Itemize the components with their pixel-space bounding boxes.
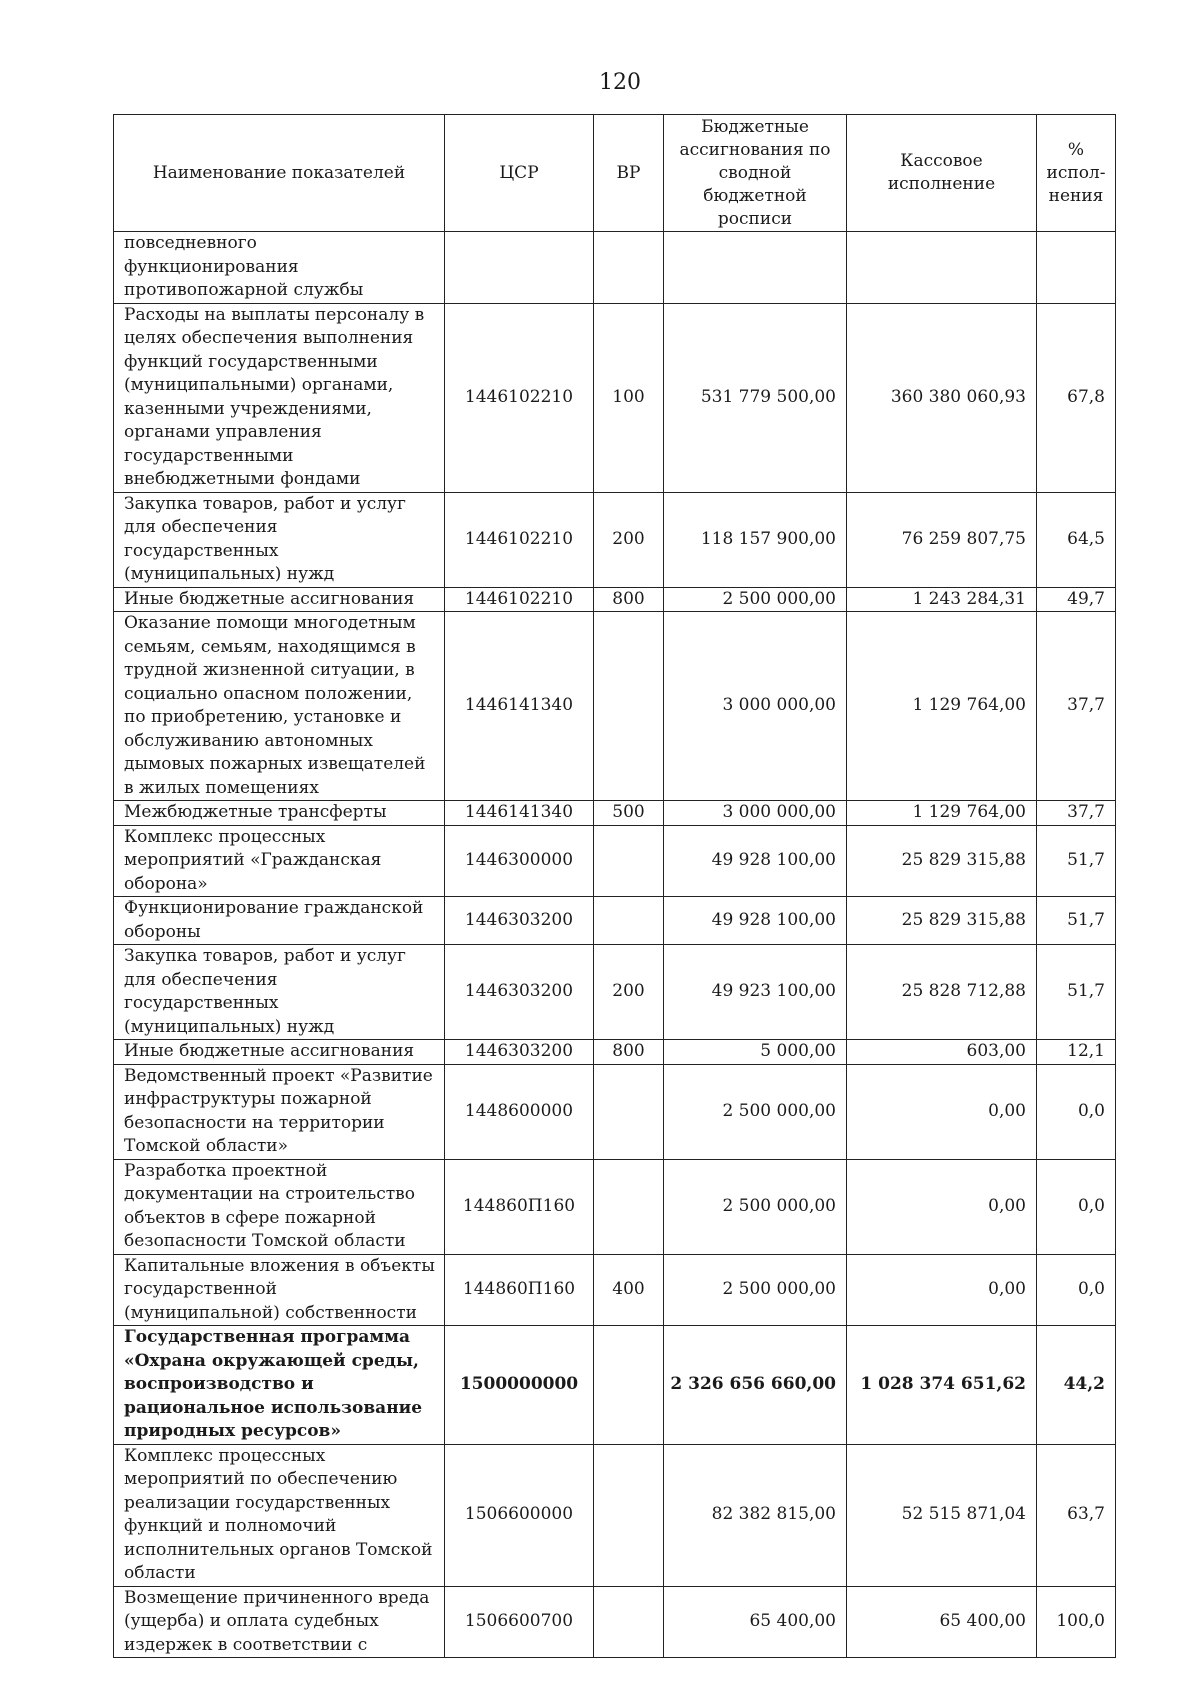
row-name-cell: Капитальные вложения в объекты государственной (муниципальной) собственности [114, 1254, 445, 1326]
row-name-cell: Расходы на выплаты персоналу в целях обеспечения выполнения функций государственными (муниципальными) органами, казенными учреждениями, органами управления государственными внебюджетными фондами [114, 303, 445, 492]
row-budget-cell: 3 000 000,00 [664, 801, 847, 826]
row-budget-cell: 5 000,00 [664, 1040, 847, 1065]
row-csr-cell [445, 232, 594, 304]
row-budget-cell: 2 326 656 660,00 [664, 1326, 847, 1445]
row-vr-cell [594, 1064, 664, 1159]
row-name-cell: Функционирование гражданской обороны [114, 897, 445, 945]
table-row [114, 1254, 1116, 1326]
row-budget-cell: 49 928 100,00 [664, 897, 847, 945]
row-csr-cell: 1446303200 [445, 897, 594, 945]
row-csr-cell: 1446300000 [445, 825, 594, 897]
row-name-cell: Оказание помощи многодетным семьям, семьям, находящимся в трудной жизненной ситуации, в социально опасном положении, по приобретению, установке и обслуживанию автономных дымовых пожарных извещателей в жилых помещениях [114, 612, 445, 801]
row-csr-cell: 1506600700 [445, 1586, 594, 1658]
row-pct-cell: 0,0 [1037, 1254, 1116, 1326]
row-pct-cell: 0,0 [1037, 1159, 1116, 1254]
row-pct-cell [1037, 232, 1116, 304]
row-budget-cell: 2 500 000,00 [664, 1254, 847, 1326]
table-row [114, 1040, 1116, 1065]
header-pct: % испол-нения [1037, 115, 1116, 232]
row-cash-cell: 1 129 764,00 [847, 612, 1037, 801]
table-row [114, 1444, 1116, 1586]
row-cash-cell: 0,00 [847, 1064, 1037, 1159]
row-budget-cell: 2 500 000,00 [664, 1064, 847, 1159]
row-cash-cell: 1 028 374 651,62 [847, 1326, 1037, 1445]
row-budget-cell [664, 232, 847, 304]
row-csr-cell: 1446102210 [445, 492, 594, 587]
row-name-cell: Возмещение причиненного вреда (ущерба) и оплата судебных издержек в соответствии с [114, 1586, 445, 1658]
row-name-cell: Государственная программа «Охрана окружающей среды, воспроизводство и рациональное использование природных ресурсов» [114, 1326, 445, 1445]
row-budget-cell: 49 923 100,00 [664, 945, 847, 1040]
row-vr-cell: 500 [594, 801, 664, 826]
row-cash-cell: 25 829 315,88 [847, 897, 1037, 945]
row-name-cell: Комплекс процессных мероприятий «Гражданская оборона» [114, 825, 445, 897]
row-pct-cell: 100,0 [1037, 1586, 1116, 1658]
row-pct-cell: 37,7 [1037, 612, 1116, 801]
row-csr-cell: 1446141340 [445, 612, 594, 801]
row-cash-cell: 603,00 [847, 1040, 1037, 1065]
table-row [114, 1064, 1116, 1159]
row-cash-cell: 1 129 764,00 [847, 801, 1037, 826]
row-name-cell: Комплекс процессных мероприятий по обеспечению реализации государственных функций и полномочий исполнительных органов Томской области [114, 1444, 445, 1586]
row-pct-cell: 51,7 [1037, 897, 1116, 945]
row-budget-cell: 3 000 000,00 [664, 612, 847, 801]
table-row [114, 1326, 1116, 1445]
row-csr-cell: 1506600000 [445, 1444, 594, 1586]
row-pct-cell: 37,7 [1037, 801, 1116, 826]
header-csr: ЦСР [445, 115, 594, 232]
row-pct-cell: 44,2 [1037, 1326, 1116, 1445]
table-row [114, 825, 1116, 897]
row-budget-cell: 2 500 000,00 [664, 587, 847, 612]
row-cash-cell: 52 515 871,04 [847, 1444, 1037, 1586]
row-budget-cell: 82 382 815,00 [664, 1444, 847, 1586]
row-vr-cell: 800 [594, 1040, 664, 1065]
row-csr-cell: 1446303200 [445, 945, 594, 1040]
row-csr-cell: 144860П160 [445, 1254, 594, 1326]
table-row [114, 1159, 1116, 1254]
row-csr-cell: 144860П160 [445, 1159, 594, 1254]
table-row [114, 945, 1116, 1040]
row-pct-cell: 63,7 [1037, 1444, 1116, 1586]
row-name-cell: Разработка проектной документации на строительство объектов в сфере пожарной безопасности Томской области [114, 1159, 445, 1254]
row-budget-cell: 65 400,00 [664, 1586, 847, 1658]
row-name-cell: Иные бюджетные ассигнования [114, 587, 445, 612]
row-cash-cell: 0,00 [847, 1254, 1037, 1326]
table-row [114, 232, 1116, 304]
row-vr-cell [594, 825, 664, 897]
row-csr-cell: 1500000000 [445, 1326, 594, 1445]
row-pct-cell: 51,7 [1037, 945, 1116, 1040]
table-row [114, 492, 1116, 587]
row-pct-cell: 51,7 [1037, 825, 1116, 897]
row-pct-cell: 64,5 [1037, 492, 1116, 587]
row-pct-cell: 49,7 [1037, 587, 1116, 612]
row-cash-cell: 65 400,00 [847, 1586, 1037, 1658]
header-vr: ВР [594, 115, 664, 232]
row-name-cell: Межбюджетные трансферты [114, 801, 445, 826]
row-vr-cell: 800 [594, 587, 664, 612]
row-pct-cell: 67,8 [1037, 303, 1116, 492]
row-pct-cell: 12,1 [1037, 1040, 1116, 1065]
table-header-row [114, 115, 1116, 232]
row-budget-cell: 49 928 100,00 [664, 825, 847, 897]
header-name: Наименование показателей [114, 115, 445, 232]
row-vr-cell [594, 1444, 664, 1586]
row-vr-cell: 400 [594, 1254, 664, 1326]
row-cash-cell: 76 259 807,75 [847, 492, 1037, 587]
row-name-cell: Закупка товаров, работ и услуг для обеспечения государственных (муниципальных) нужд [114, 492, 445, 587]
row-vr-cell [594, 1586, 664, 1658]
row-csr-cell: 1448600000 [445, 1064, 594, 1159]
row-cash-cell: 0,00 [847, 1159, 1037, 1254]
row-budget-cell: 2 500 000,00 [664, 1159, 847, 1254]
row-cash-cell: 25 829 315,88 [847, 825, 1037, 897]
table-row [114, 801, 1116, 826]
row-vr-cell [594, 1159, 664, 1254]
table-row [114, 897, 1116, 945]
row-vr-cell [594, 232, 664, 304]
row-cash-cell [847, 232, 1037, 304]
row-csr-cell: 1446102210 [445, 303, 594, 492]
row-vr-cell: 200 [594, 945, 664, 1040]
table-body [114, 232, 1116, 1658]
row-cash-cell: 25 828 712,88 [847, 945, 1037, 1040]
row-name-cell: Ведомственный проект «Развитие инфраструктуры пожарной безопасности на территории Томской области» [114, 1064, 445, 1159]
row-budget-cell: 531 779 500,00 [664, 303, 847, 492]
row-csr-cell: 1446141340 [445, 801, 594, 826]
row-pct-cell: 0,0 [1037, 1064, 1116, 1159]
row-vr-cell [594, 1326, 664, 1445]
table-row [114, 303, 1116, 492]
row-vr-cell [594, 897, 664, 945]
row-csr-cell: 1446102210 [445, 587, 594, 612]
row-name-cell: Иные бюджетные ассигнования [114, 1040, 445, 1065]
row-vr-cell: 100 [594, 303, 664, 492]
budget-execution-table [113, 114, 1116, 1658]
row-csr-cell: 1446303200 [445, 1040, 594, 1065]
table-row [114, 587, 1116, 612]
row-cash-cell: 360 380 060,93 [847, 303, 1037, 492]
row-vr-cell: 200 [594, 492, 664, 587]
header-cash: Кассовое исполнение [847, 115, 1037, 232]
table-row [114, 612, 1116, 801]
page-number: 120 [599, 70, 641, 95]
row-cash-cell: 1 243 284,31 [847, 587, 1037, 612]
row-name-cell: повседневного функционирования противопожарной службы [114, 232, 445, 304]
row-budget-cell: 118 157 900,00 [664, 492, 847, 587]
row-vr-cell [594, 612, 664, 801]
header-budget: Бюджетные ассигнования по сводной бюджетной росписи [664, 115, 847, 232]
row-name-cell: Закупка товаров, работ и услуг для обеспечения государственных (муниципальных) нужд [114, 945, 445, 1040]
table-row [114, 1586, 1116, 1658]
